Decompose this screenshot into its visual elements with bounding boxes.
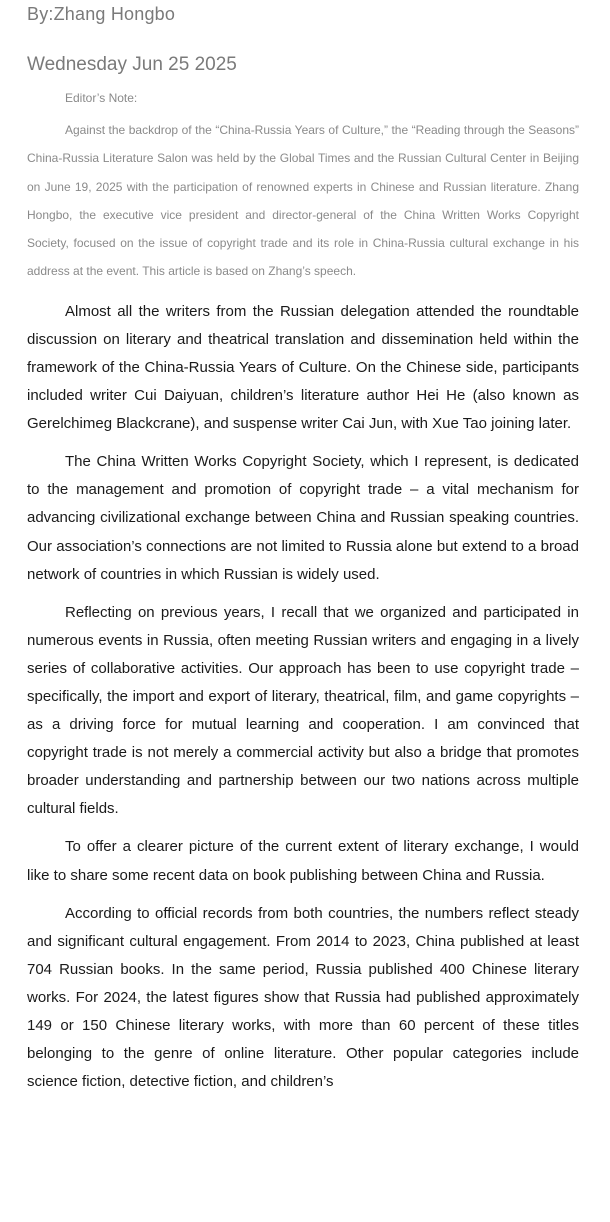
- article: [27, 0, 579, 1096]
- editors-note: Against the backdrop of the “China-Russia Years of Culture,” the “Reading through the Seasons” China-Russia Literature Salon was held by the Global Times and the Russian Cultural Center in Beijing on June 19, 2025 with the participation of renowned experts in Chinese and Russian literature. Zhang Hongbo, the executive vice president and director-general of the China Written Works Copyright Society, focused on the issue of copyright trade and its role in China-Russia cultural exchange in his address at the event. This article is based on Zhang’s speech.: [27, 123, 579, 279]
- body-paragraph: Reflecting on previous years, I recall that we organized and participated in numerous events in Russia, often meeting Russian writers and engaging in a lively series of collaborative activities. Our approach has been to use copyright trade – specifically, the import and export of literary, theatrical, film, and game copyrights – as a driving force for mutual learning and cooperation. I am convinced that copyright trade is not merely a commercial activity but also a bridge that promotes broader understanding and partnership between our two nations across multiple cultural fields.: [27, 603, 579, 818]
- publish-date: Wednesday Jun 25 2025: [27, 54, 237, 75]
- body-paragraph: The China Written Works Copyright Society, which I represent, is dedicated to the management and promotion of copyright trade – a vital mechanism for advancing civilizational exchange between China and Russian speaking countries. Our association’s connections are not limited to Russia alone but extend to a broad network of countries in which Russian is widely used.: [27, 453, 579, 583]
- body-paragraph: According to official records from both countries, the numbers reflect steady and significant cultural engagement. From 2014 to 2023, China published at least 704 Russian books. In the same period, Russia published 400 Chinese literary works. For 2024, the latest figures show that Russia had published approximately 149 or 150 Chinese literary works, with more than 60 percent of these titles belonging to the genre of online literature. Other popular categories include science fiction, detective fiction, and children’s: [27, 904, 579, 1091]
- body-paragraph: Almost all the writers from the Russian delegation attended the roundtable discussion on literary and theatrical translation and dissemination held within the framework of the China-Russia Years of Culture. On the Chinese side, participants included writer Cui Daiyuan, children’s literature author Hei He (also known as Gerelchimeg Blackcrane), and suspense writer Cai Jun, with Xue Tao joining later.: [27, 302, 579, 433]
- body-paragraph: To offer a clearer picture of the current extent of literary exchange, I would like to share some recent data on book publishing between China and Russia.: [27, 838, 579, 884]
- editors-note-label: Editor’s Note:: [65, 91, 138, 105]
- byline: By:Zhang Hongbo: [27, 4, 176, 24]
